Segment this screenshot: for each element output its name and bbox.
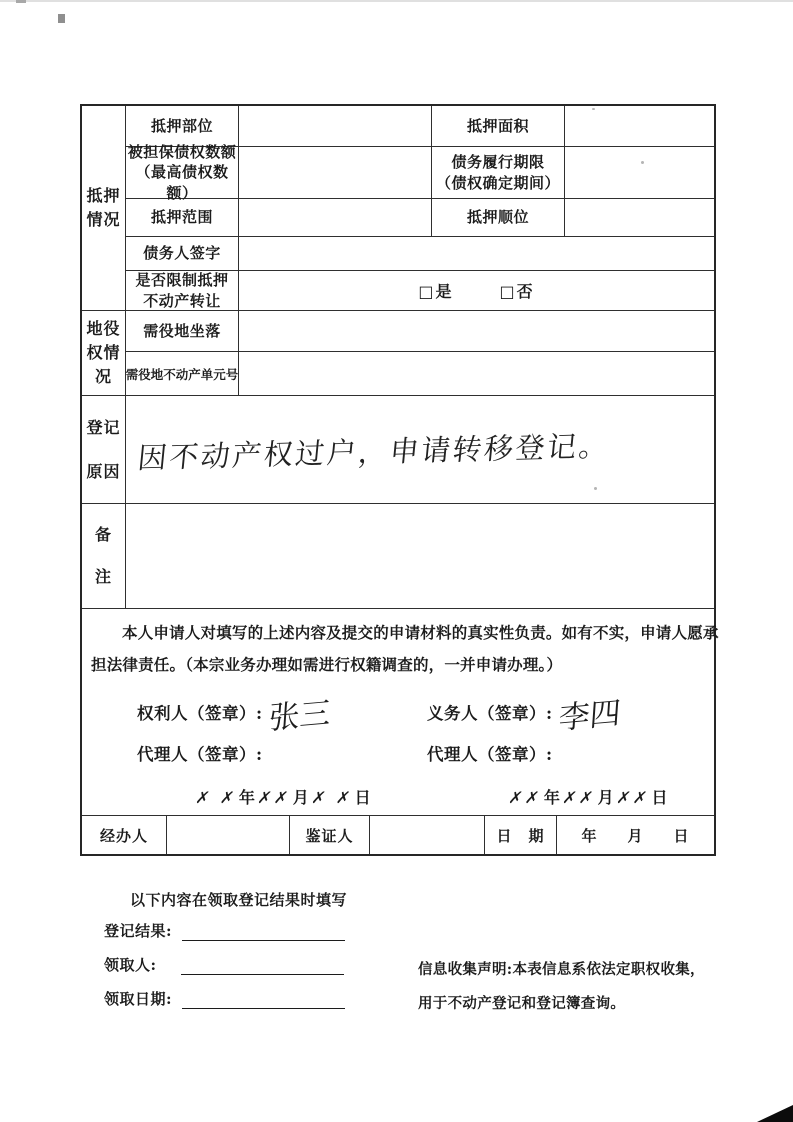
easement-unit-no-value	[239, 352, 714, 396]
footer-day-label: 日	[673, 826, 690, 845]
application-form-table	[80, 104, 719, 856]
easement-location-label-cell	[126, 311, 239, 352]
mortgage-part-value	[239, 106, 432, 147]
handler-value	[167, 816, 290, 854]
footer-year-label: 年	[581, 826, 598, 845]
pickup-instruction: 以下内容在领取登记结果时填写	[130, 891, 348, 909]
receiver-underline	[181, 959, 344, 975]
easement-unit-no-label-cell	[126, 352, 239, 396]
processing-row	[82, 816, 714, 854]
easement-section-header-cell	[82, 311, 126, 396]
declaration-line-1: 本人申请人对填写的上述内容及提交的申请材料的真实性负责。如有不实，申请人愿承	[122, 623, 719, 642]
scan-edge-artifact	[0, 0, 793, 2]
date-left-month-label: 月	[292, 788, 310, 807]
date-right-month-label: 月	[597, 788, 615, 807]
agent-left-label: 代理人（签章）:	[137, 745, 263, 764]
checkbox-yes[interactable]: □是	[418, 282, 454, 301]
debt-term-value	[565, 147, 714, 199]
restrict-transfer-options	[239, 271, 714, 311]
debtor-signature-label-cell	[126, 237, 239, 271]
easement-unit-no-label: 需役地不动产单元号	[125, 366, 239, 382]
remarks-value	[126, 504, 714, 609]
date-right-x-month: ✗✗	[560, 788, 598, 807]
declaration-line-2: 担法律责任。（本宗业务办理如需进行权籍调查的，一并申请办理。）	[91, 654, 563, 674]
witness-label: 鉴证人	[305, 826, 354, 845]
pickup-date-row	[104, 988, 345, 1009]
mortgage-area-label: 抵押面积	[466, 116, 529, 135]
date-right-x-year: ✗✗	[506, 788, 544, 807]
secured-amount-sublabel: （最高债权数额）	[135, 163, 229, 202]
restrict-transfer-label-cell	[126, 271, 239, 311]
right-holder-signature: 张三	[267, 694, 332, 737]
easement-location-label: 需役地坐落	[143, 321, 221, 340]
scan-artifact-small-square	[58, 14, 65, 23]
notice-line1: 信息收集声明:本表信息系依法定职权收集，	[418, 961, 705, 978]
footer-month-label: 月	[627, 826, 644, 845]
easement-section-header: 地役权情况	[86, 319, 121, 386]
remarks-header: 备注	[94, 525, 112, 586]
checkbox-no[interactable]: □否	[499, 282, 535, 301]
remarks-header-cell	[82, 504, 126, 609]
date-right-day-label: 日	[651, 788, 669, 807]
registration-reason-header-cell	[82, 396, 126, 504]
date-left-x-month: ✗✗	[255, 788, 293, 807]
debtor-signature-value	[239, 237, 714, 271]
witness-label-cell	[290, 816, 370, 854]
mortgage-scope-value	[239, 199, 432, 237]
date-left-x-year: ✗ ✗	[193, 788, 239, 807]
handler-label: 经办人	[99, 826, 148, 845]
scan-artifact-top-left	[16, 0, 26, 3]
registration-reason-handwritten: 因不动产权过户，申请转移登记。	[136, 428, 612, 476]
signature-row-parties	[137, 689, 708, 735]
date-right-x-day: ✗✗	[614, 788, 652, 807]
date-left-year-label: 年	[238, 788, 256, 807]
pickup-date-label: 领取日期:	[104, 990, 173, 1008]
mortgage-rank-label-cell	[432, 199, 565, 237]
obligor-label: 义务人（签章）:	[427, 704, 553, 723]
secured-amount-label: 被担保债权数额	[127, 143, 237, 162]
mortgage-part-label: 抵押部位	[150, 116, 213, 135]
signature-row-agents	[137, 741, 708, 765]
debt-term-sublabel: （债权确定期间）	[435, 173, 560, 192]
secured-amount-value	[239, 147, 432, 199]
date-right	[507, 785, 668, 808]
handler-label-cell	[82, 816, 167, 854]
notice-line2: 用于不动产登记和登记簿查询。	[418, 995, 626, 1012]
receiver-label: 领取人:	[104, 956, 157, 974]
result-underline	[182, 925, 345, 941]
obligor-signature: 李四	[557, 694, 622, 737]
footer-date-label-cell	[485, 816, 557, 854]
footer-ymd-cell	[557, 816, 714, 854]
mortgage-scope-label: 抵押范围	[150, 208, 213, 227]
date-left	[194, 785, 372, 808]
mortgage-area-label-cell	[432, 106, 565, 147]
mortgage-scope-label-cell	[126, 199, 239, 237]
mortgage-area-value	[565, 106, 714, 147]
registration-reason-value	[126, 396, 714, 504]
date-left-x-day: ✗ ✗	[309, 788, 355, 807]
mortgage-rank-value	[565, 199, 714, 237]
result-label: 登记结果:	[104, 922, 173, 940]
debtor-signature-label: 债务人签字	[143, 244, 221, 263]
agent-right-label: 代理人（签章）:	[427, 745, 553, 764]
right-holder-label: 权利人（签章）:	[137, 704, 263, 723]
registration-reason-header: 登记原因	[86, 418, 121, 481]
mortgage-rank-label: 抵押顺位	[466, 208, 529, 227]
debt-term-label: 债务履行期限	[451, 153, 545, 172]
date-left-day-label: 日	[354, 788, 372, 807]
mortgage-part-label-cell	[126, 106, 239, 147]
result-row	[104, 920, 345, 941]
mortgage-section-header-cell	[82, 106, 126, 311]
date-right-year-label: 年	[543, 788, 561, 807]
receiver-row	[104, 954, 344, 975]
restrict-transfer-label-line2: 不动产转让	[143, 291, 221, 310]
secured-amount-label-cell	[126, 143, 239, 202]
mortgage-section-header: 抵押情况	[86, 186, 121, 229]
pickup-date-underline	[182, 993, 345, 1009]
debt-term-label-cell	[432, 147, 565, 199]
footer-date-label: 日 期	[496, 826, 545, 845]
easement-location-value	[239, 311, 714, 352]
scan-corner-fold-artifact	[757, 1105, 793, 1122]
declaration-signature-cell	[82, 609, 719, 816]
restrict-transfer-label-line1: 是否限制抵押	[135, 271, 229, 290]
witness-value	[370, 816, 485, 854]
